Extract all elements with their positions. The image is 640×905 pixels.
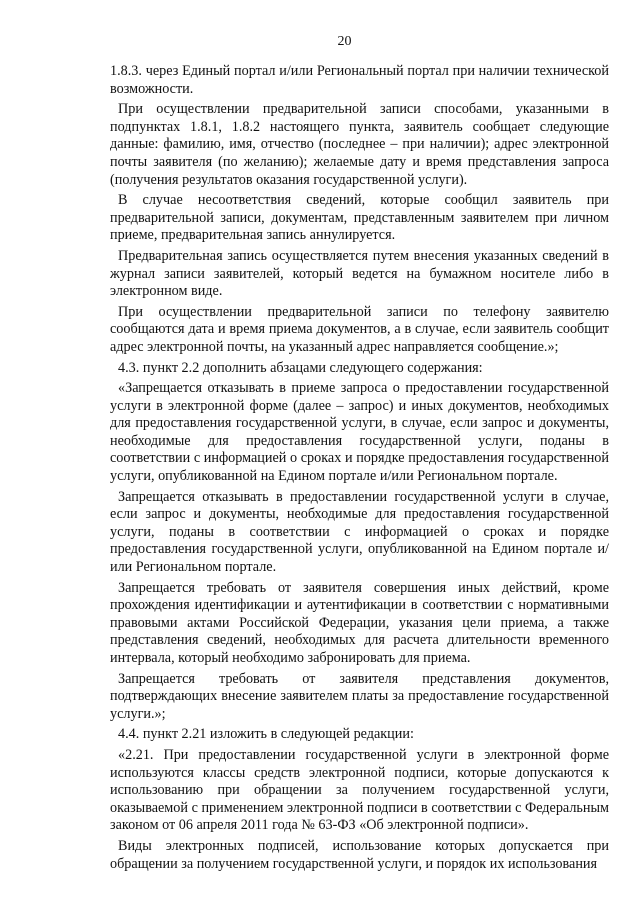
document-body bbox=[110, 63, 609, 873]
paragraph-4-3: 4.3. пункт 2.2 дополнить абзацами следующего содержания: bbox=[118, 359, 483, 376]
paragraph-prohibit-refuse-acceptance: «Запрещается отказывать в приеме запроса о предоставлении государственной услуги в электронной форме (далее – запрос) и иных документов, необходимых для предоставления государственной услуги, в случае, если запрос и документы, необходимые для предоставления государственной услуги, поданы в соответствии с информацией о сроках и порядке предоставления государственной услуги, опубликованной на Едином портале и/или Региональном портале. bbox=[110, 380, 609, 485]
paragraph-1-8-3: 1.8.3. через Единый портал и/или Региональный портал при наличии технической возможности. bbox=[110, 63, 609, 97]
paragraph-preliminary-record-data: При осуществлении предварительной записи способами, указанными в подпунктах 1.8.1, 1.8.2 настоящего пункта, заявитель сообщает следующие данные: фамилию, имя, отчество (последнее – при наличии); адрес электронной почты заявителя (по желанию); желаемые дату и время представления запроса (получения результатов оказания государственной услуги). bbox=[110, 101, 609, 188]
paragraph-phone-record: При осуществлении предварительной записи по телефону заявителю сообщаются дата и время приема документов, а в случае, если заявитель сообщит адрес электронной почты, на указанный адрес направляется сообщение.»; bbox=[110, 303, 609, 355]
paragraph-record-annulment: В случае несоответствия сведений, которые сообщил заявитель при предварительной записи, документам, представленным заявителем при личном приеме, предварительная запись аннулируется. bbox=[110, 192, 609, 244]
paragraph-2-21: «2.21. При предоставлении государственной услуги в электронной форме используются классы средств электронной подписи, которые допускаются к использованию при обращении за получением государственной услуги, оказываемой с применением электронной подписи в соответствии с Федеральным законом от 06 апреля 2011 года № 63-ФЗ «Об электронной подписи». bbox=[110, 746, 609, 834]
page-number: 20 bbox=[337, 34, 352, 49]
paragraph-4-4: 4.4. пункт 2.21 изложить в следующей редакции: bbox=[118, 726, 414, 743]
paragraph-prohibit-other-actions: Запрещается требовать от заявителя совершения иных действий, кроме прохождения идентификации и аутентификации в соответствии с нормативными правовыми актами Российской Федерации, указания цели приема, а также представления сведений, необходимых для расчета длительности временного интервала, который необходимо забронировать для приема. bbox=[110, 579, 609, 666]
paragraph-signature-types: Виды электронных подписей, использование которых допускается при обращении за получением государственной услуги, и порядок их использования bbox=[110, 837, 609, 872]
paragraph-record-journal: Предварительная запись осуществляется путем внесения указанных сведений в журнал записи заявителей, который ведется на бумажном носителе либо в электронном виде. bbox=[110, 247, 609, 300]
paragraph-prohibit-payment-docs: Запрещается требовать от заявителя представления документов, подтверждающих внесение заявителем платы за предоставление государственной услуги.»; bbox=[110, 670, 609, 722]
paragraph-prohibit-refuse-service: Запрещается отказывать в предоставлении государственной услуги в случае, если запрос и документы, необходимые для предоставления государственной услуги, поданы в соответствии с информацией о сроках и порядке предоставления государственной услуги, опубликованной на Едином портале и/или Региональном портале. bbox=[110, 488, 609, 576]
